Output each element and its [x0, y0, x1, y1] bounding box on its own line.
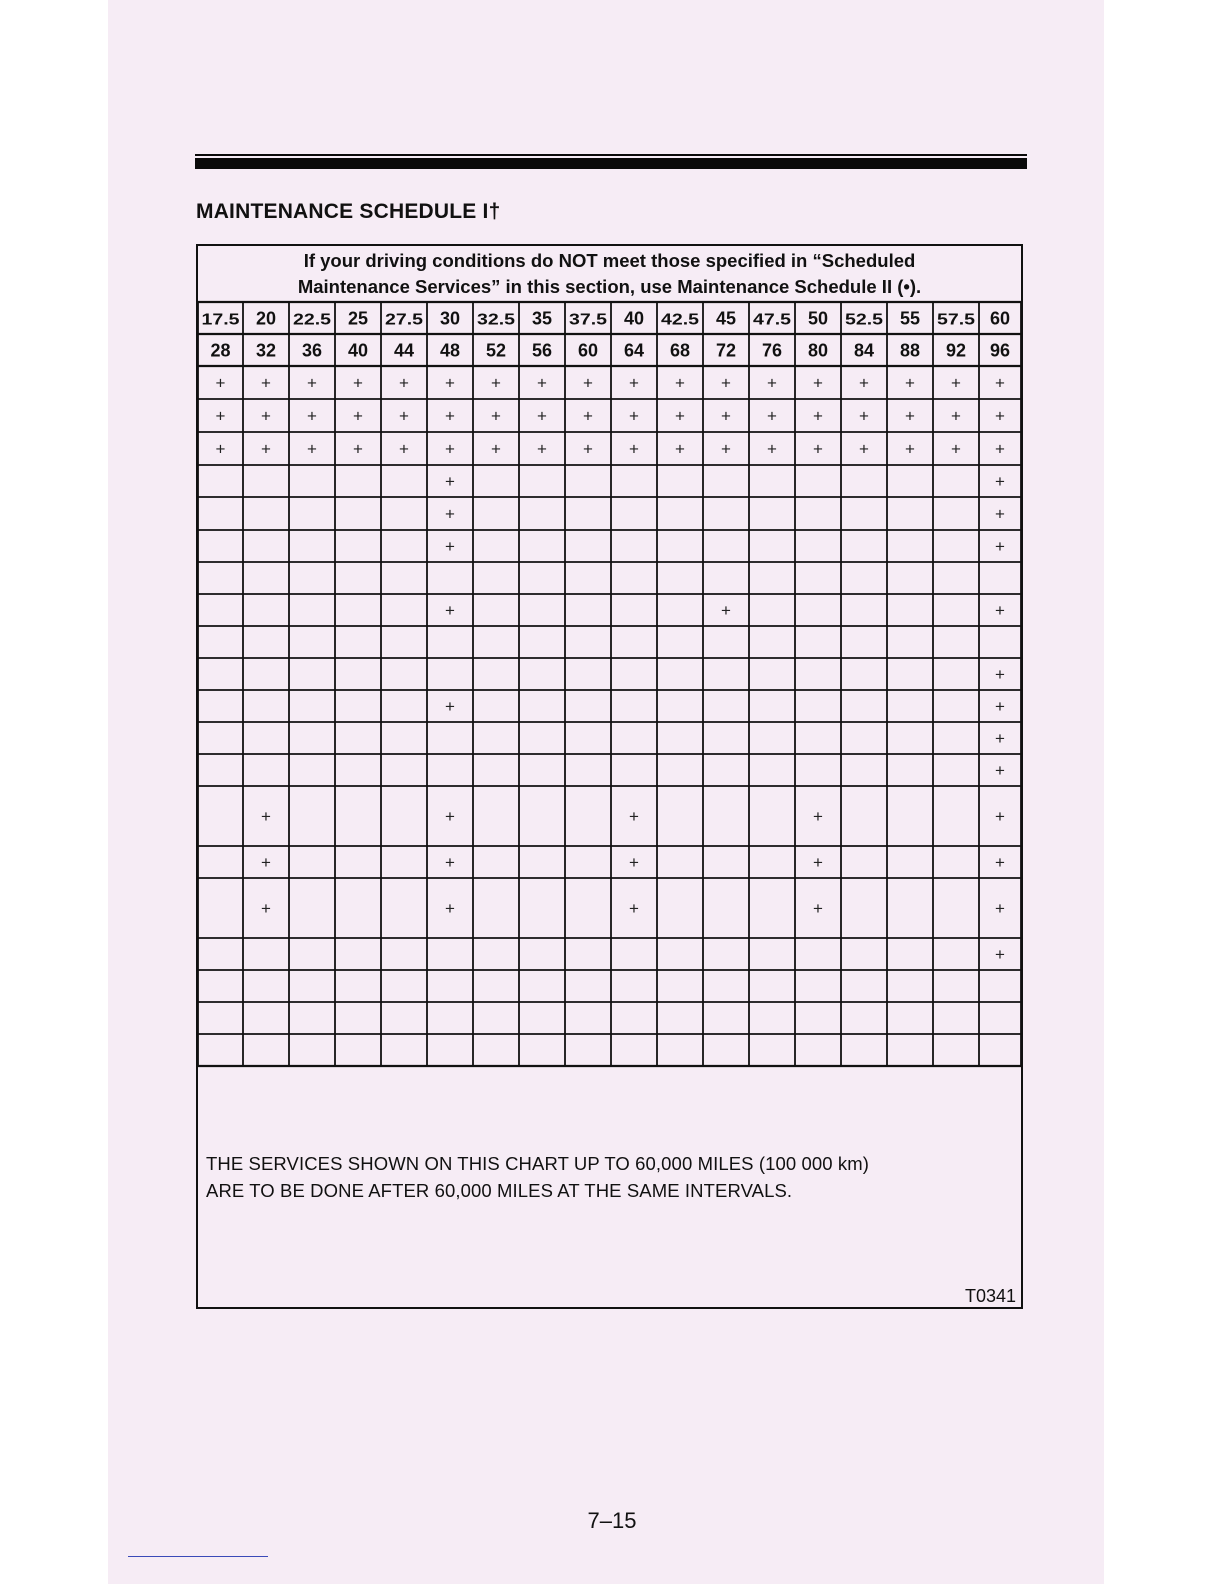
service-mark: +	[629, 807, 639, 826]
service-mark: +	[995, 373, 1005, 393]
service-mark: +	[813, 853, 823, 872]
service-mark: +	[995, 665, 1005, 684]
service-mark: +	[261, 899, 271, 918]
miles-header-cell: 55	[899, 308, 921, 329]
service-mark: +	[399, 373, 409, 393]
service-mark: +	[261, 853, 271, 872]
footnote-line-1: THE SERVICES SHOWN ON THIS CHART UP TO 60,000 MILES (100 000 km)	[206, 1153, 870, 1174]
km-header-cell: 40	[347, 340, 369, 361]
km-header-cell: 32	[255, 340, 277, 361]
km-header-cell: 52	[485, 340, 507, 361]
service-mark: +	[445, 472, 455, 491]
service-mark: +	[995, 601, 1005, 620]
service-mark: +	[995, 853, 1005, 872]
service-mark: +	[399, 406, 409, 426]
intro-line-2: Maintenance Services” in this section, use Maintenance Schedule II (•).	[297, 276, 922, 297]
service-mark: +	[445, 697, 455, 716]
service-mark: +	[629, 439, 639, 459]
service-mark: +	[445, 406, 455, 426]
service-mark: +	[859, 373, 869, 393]
km-header-cell: 80	[807, 340, 829, 361]
service-mark: +	[583, 406, 593, 426]
service-mark: +	[445, 807, 455, 826]
miles-header-cell: 22.5	[293, 311, 332, 329]
service-mark: +	[629, 899, 639, 918]
service-mark: +	[353, 439, 363, 459]
service-mark: +	[399, 439, 409, 459]
miles-header-cell: 37.5	[569, 311, 608, 329]
service-mark: +	[445, 537, 455, 556]
service-mark: +	[767, 373, 777, 393]
miles-header-cell: 57.5	[937, 311, 976, 329]
km-header-cell: 44	[393, 340, 415, 361]
service-mark: +	[261, 439, 271, 459]
km-header-cell: 64	[623, 340, 645, 361]
service-mark: +	[307, 406, 317, 426]
page-number: 7–15	[587, 1508, 637, 1533]
service-mark: +	[353, 373, 363, 393]
km-header-cell: 56	[531, 340, 553, 361]
service-mark: +	[675, 373, 685, 393]
km-header-cell: 84	[853, 340, 875, 361]
miles-header-cell: 27.5	[385, 311, 424, 329]
km-header-cell: 96	[989, 340, 1011, 361]
miles-header-cell: 35	[531, 308, 553, 329]
service-mark: +	[721, 601, 731, 620]
service-mark: +	[813, 807, 823, 826]
footnote	[206, 1150, 1006, 1204]
service-mark: +	[767, 406, 777, 426]
service-mark: +	[995, 899, 1005, 918]
km-header-cell: 28	[210, 340, 231, 361]
km-header-cell: 88	[899, 340, 921, 361]
service-mark: +	[491, 406, 501, 426]
km-header-cell: 68	[669, 340, 691, 361]
service-mark: +	[583, 439, 593, 459]
service-mark: +	[721, 439, 731, 459]
service-mark: +	[583, 373, 593, 393]
miles-header-cell: 25	[347, 308, 369, 329]
service-mark: +	[215, 406, 226, 426]
service-mark: +	[859, 439, 869, 459]
service-mark: +	[215, 439, 226, 459]
service-mark: +	[813, 899, 823, 918]
miles-header-cell: 30	[439, 308, 461, 329]
service-mark: +	[905, 373, 915, 393]
service-mark: +	[995, 472, 1005, 491]
service-mark: +	[721, 406, 731, 426]
service-mark: +	[629, 373, 639, 393]
service-mark: +	[813, 373, 823, 393]
miles-header-cell: 47.5	[753, 311, 792, 329]
service-mark: +	[491, 439, 501, 459]
service-mark: +	[813, 406, 823, 426]
service-mark: +	[491, 373, 501, 393]
miles-header-cell: 17.5	[201, 311, 240, 329]
service-mark: +	[995, 807, 1005, 826]
service-mark: +	[995, 406, 1005, 426]
km-header-cell: 36	[301, 340, 323, 361]
service-mark: +	[307, 439, 317, 459]
service-mark: +	[537, 439, 547, 459]
service-mark: +	[905, 439, 915, 459]
service-mark: +	[951, 439, 961, 459]
service-mark: +	[307, 373, 317, 393]
service-mark: +	[995, 697, 1005, 716]
service-mark: +	[767, 439, 777, 459]
miles-header-cell: 45	[715, 308, 737, 329]
km-header-cell: 72	[715, 340, 737, 361]
service-mark: +	[951, 406, 961, 426]
service-mark: +	[445, 439, 455, 459]
service-mark: +	[629, 853, 639, 872]
miles-header-cell: 20	[255, 308, 277, 329]
service-mark: +	[995, 761, 1005, 780]
service-mark: +	[813, 439, 823, 459]
footnote-line-2: ARE TO BE DONE AFTER 60,000 MILES AT THE SAME INTERVALS.	[206, 1180, 793, 1201]
miles-header-cell: 32.5	[477, 311, 516, 329]
service-mark: +	[951, 373, 961, 393]
service-mark: +	[215, 373, 226, 393]
service-mark: +	[353, 406, 363, 426]
miles-header-cell: 50	[807, 308, 829, 329]
service-mark: +	[261, 373, 271, 393]
service-mark: +	[261, 807, 271, 826]
intro-line-1: If your driving conditions do NOT meet those specified in “Scheduled	[303, 250, 916, 271]
service-mark: +	[995, 729, 1005, 748]
miles-header-cell: 60	[989, 308, 1011, 329]
service-mark: +	[675, 439, 685, 459]
service-mark: +	[859, 406, 869, 426]
service-mark: +	[995, 439, 1005, 459]
service-mark: +	[537, 373, 547, 393]
margin-rule	[128, 1556, 268, 1557]
km-header-cell: 76	[761, 340, 783, 361]
service-mark: +	[905, 406, 915, 426]
figure-code: T0341	[964, 1286, 1016, 1306]
service-mark: +	[675, 406, 685, 426]
km-header-cell: 60	[577, 340, 599, 361]
service-mark: +	[995, 945, 1005, 964]
service-mark: +	[537, 406, 547, 426]
miles-header-cell: 42.5	[661, 311, 700, 329]
km-header-cell: 48	[439, 340, 461, 361]
miles-header-cell: 52.5	[845, 311, 884, 329]
page-title: MAINTENANCE SCHEDULE I†	[196, 200, 501, 223]
miles-header-cell: 40	[623, 308, 645, 329]
service-mark: +	[445, 373, 455, 393]
km-header-cell: 92	[945, 340, 967, 361]
service-mark: +	[261, 406, 271, 426]
service-mark: +	[721, 373, 731, 393]
service-mark: +	[629, 406, 639, 426]
service-mark: +	[995, 537, 1005, 556]
service-mark: +	[445, 504, 455, 524]
service-mark: +	[445, 601, 455, 620]
service-mark: +	[995, 504, 1005, 524]
service-mark: +	[445, 853, 455, 872]
service-mark: +	[445, 899, 455, 918]
